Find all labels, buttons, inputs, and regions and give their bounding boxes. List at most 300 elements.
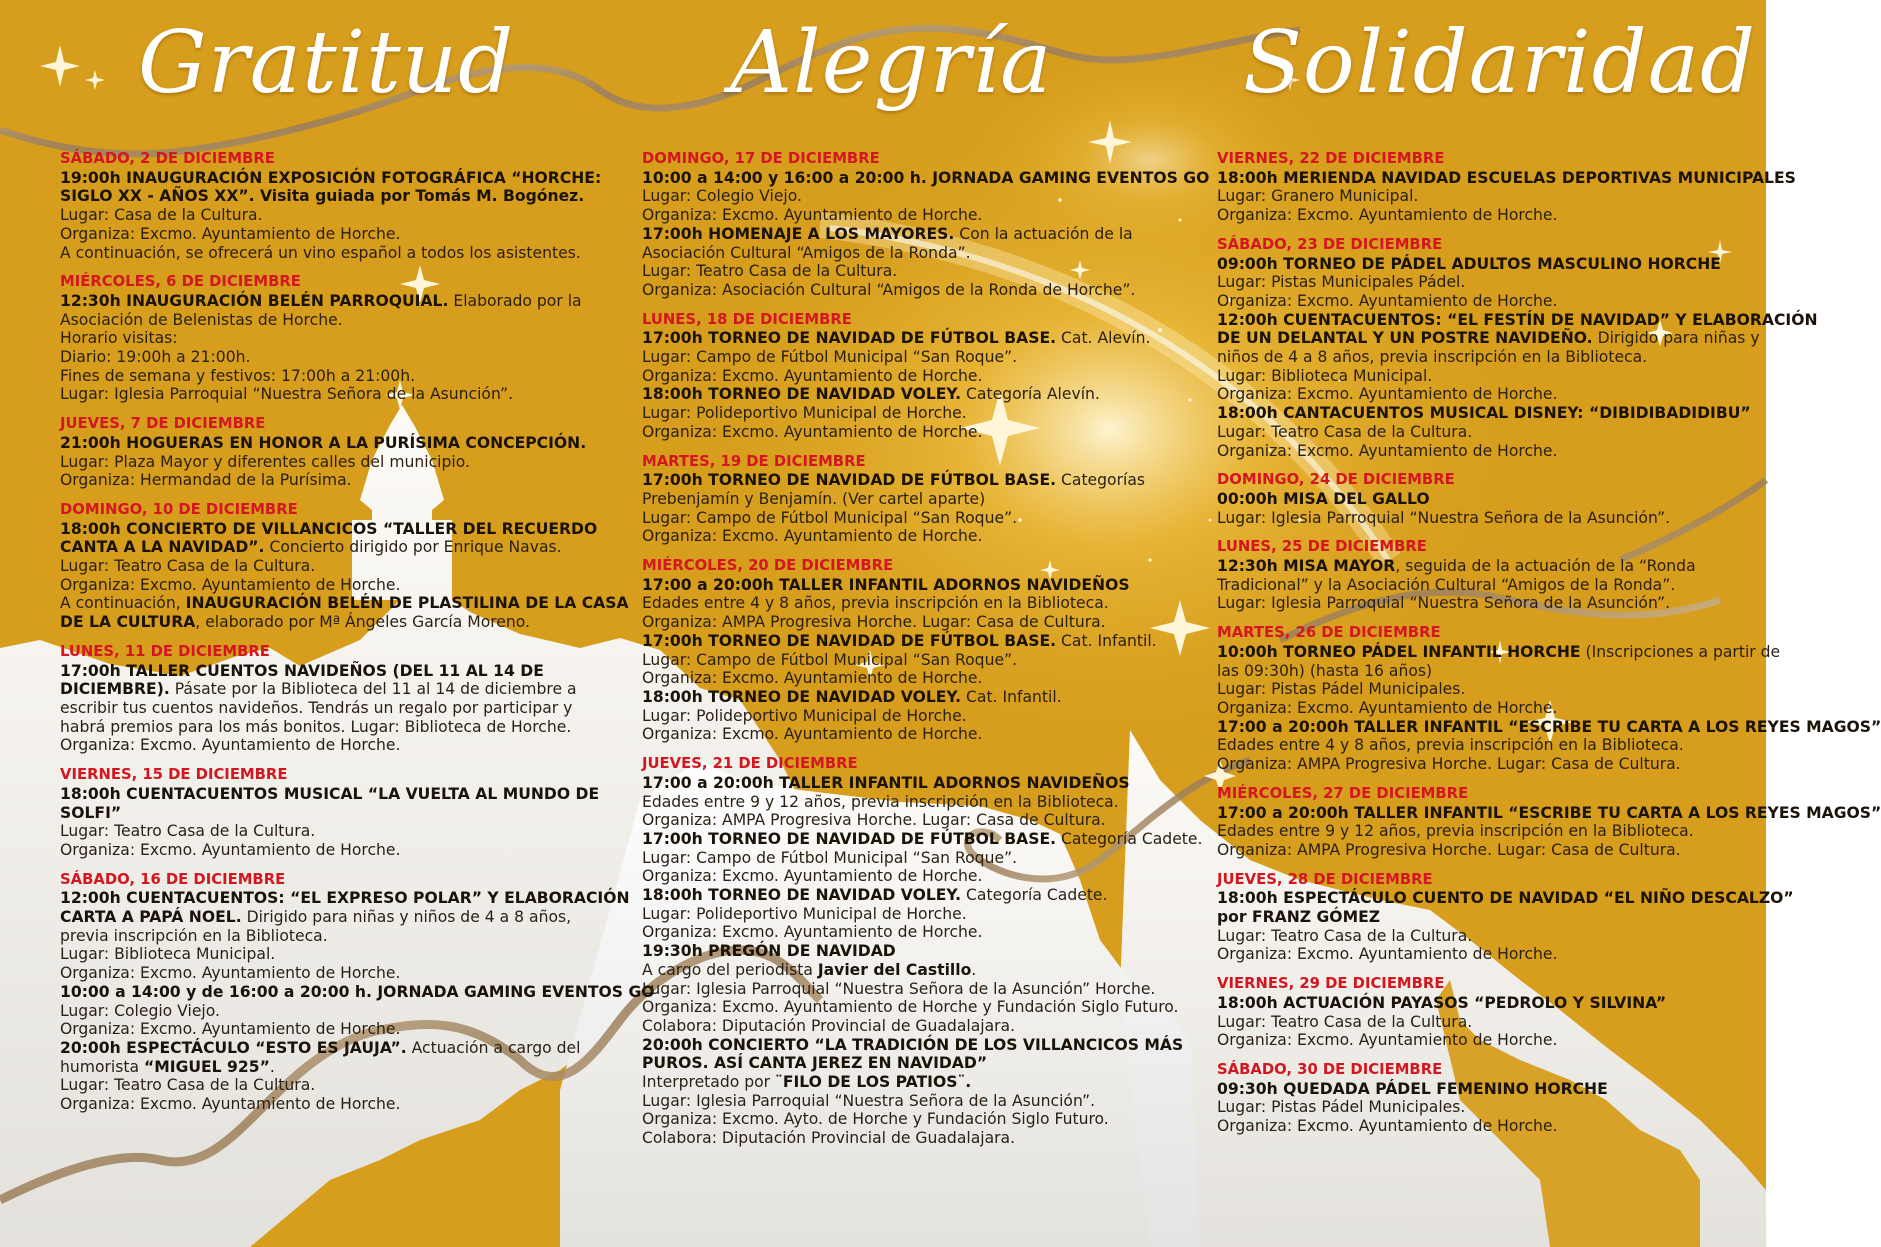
event-line [642,793,1142,812]
event-line [60,804,580,823]
event-text: Organiza: Excmo. Ayuntamiento de Horche y Fundación Siglo Futuro. [642,998,1179,1017]
event-line [1217,1013,1747,1032]
event-highlight-text: 12:00h CUENTACUENTOS: “EL EXPRESO POLAR” Y ELABORACIÓN [60,889,630,908]
event-line [1217,385,1747,404]
event-line [60,1039,580,1058]
event-line [60,244,580,263]
event-highlight-text: “MIGUEL 925” [144,1057,270,1076]
event-highlight-text: 18:00h ACTUACIÓN PAYASOS “PEDROLO Y SILVINA” [1217,993,1667,1012]
event-text: Cat. Infantil. [1056,631,1157,650]
event-highlight-text: DE UN DELANTAL Y UN POSTRE NAVIDEÑO. [1217,329,1593,348]
event-text: Lugar: Biblioteca Municipal. [60,945,276,964]
event-text: Concierto dirigido por Enrique Navas. [264,538,562,557]
event-text: Organiza: Excmo. Ayto. de Horche y Fundación Siglo Futuro. [642,1110,1109,1129]
event-text: Pásate por la Biblioteca del 11 al 14 de diciembre a [169,680,577,699]
event-line [60,433,587,453]
event-line [1217,187,1747,206]
event-text: Actuación a cargo del [406,1038,581,1057]
event-day-block [1217,870,1794,965]
event-text: Colabora: Diputación Provincial de Guadalajara. [642,1129,1016,1148]
event-text: Lugar: Polideportivo Municipal de Horche. [642,404,967,423]
event-day-block [1217,1061,1747,1136]
event-text: Edades entre 9 y 12 años, previa inscripción en la Biblioteca. [1217,822,1694,841]
column-1 [60,150,655,1125]
event-highlight-text: ¨FILO DE LOS PATIOS¨. [775,1073,972,1092]
event-line [1217,509,1747,528]
event-text: Categoría Cadete. [1056,829,1203,848]
event-line [1217,717,1881,737]
event-day-block [642,452,1146,547]
event-text: Organiza: Excmo. Ayuntamiento de Horche. [60,575,401,594]
title-gratitud: Gratitud [138,13,515,113]
event-line [642,998,1179,1017]
event-highlight-text: SIGLO XX - AÑOS XX”. Visita guiada por Tomás M. Bogónez. [60,187,585,206]
event-line [1217,367,1747,386]
event-highlight-text: 17:00h TORNEO DE NAVIDAD DE FÚTBOL BASE. [642,471,1057,490]
event-highlight-text: 18:00h CONCIERTO DE VILLANCICOS “TALLER DEL RECUERDO [60,519,598,538]
event-highlight-text: 12:00h CUENTACUENTOS: “EL FESTÍN DE NAVIDAD” Y ELABORACIÓN [1217,310,1818,329]
event-line [642,404,1142,423]
event-date-heading: VIERNES, 15 DE DICIEMBRE [60,766,288,784]
event-text: Organiza: Excmo. Ayuntamiento de Horche. [60,964,401,983]
event-text: A cargo del periodista [642,960,818,979]
event-text: Fines de semana y festivos: 17:00h a 21:00h. [60,366,416,385]
event-day-block [60,415,587,490]
column-3 [1217,150,1881,1147]
event-text: Lugar: Teatro Casa de la Cultura. [1217,422,1473,441]
event-day-block [1217,975,1747,1050]
event-date-heading: DOMINGO, 24 DE DICIEMBRE [1217,471,1455,489]
event-line [1217,168,1796,188]
event-highlight-text: 09:00h TORNEO DE PÁDEL ADULTOS MASCULINO HORCHE [1217,254,1721,273]
event-date-heading: JUEVES, 21 DE DICIEMBRE [642,755,858,773]
event-text: humorista [60,1057,144,1076]
event-highlight-text: 20:00h CONCIERTO “LA TRADICIÓN DE LOS VILLANCICOS MÁS [642,1035,1184,1054]
event-highlight-text: 18:00h TORNEO DE NAVIDAD VOLEY. [642,886,962,905]
event-line [642,811,1142,830]
event-text: Organiza: Excmo. Ayuntamiento de Horche. [1217,945,1558,964]
event-highlight-text: 17:00h TORNEO DE NAVIDAD DE FÚTBOL BASE. [642,631,1057,650]
title-alegria: Alegría [730,13,1053,113]
event-text: Lugar: Plaza Mayor y diferentes calles del municipio. [60,452,470,471]
event-line [1217,642,1781,662]
title-solidaridad: Solidaridad [1243,13,1757,113]
event-line [642,829,1203,849]
event-text: Organiza: AMPA Progresiva Horche. Lugar: Casa de Cultura. [1217,840,1681,859]
event-line [642,942,1142,961]
event-line [642,262,1142,281]
event-line [1217,1031,1747,1050]
event-line [1217,490,1747,509]
event-line [642,329,1151,348]
event-text: Tradicional” y la Asociación Cultural “Amigos de la Ronda”. [1217,575,1676,594]
event-line [60,594,629,613]
event-line [1217,927,1747,946]
event-highlight-text: 17:00 a 20:00h TALLER INFANTIL ADORNOS NAVIDEÑOS [642,575,1130,594]
event-text: Organiza: Excmo. Ayuntamiento de Horche. [642,923,983,942]
event-line [60,945,580,964]
event-text: Organiza: AMPA Progresiva Horche. Lugar: Casa de Cultura. [1217,755,1681,774]
event-line [1217,206,1747,225]
event-highlight-text: DE LA CULTURA [60,613,196,632]
event-text: Organiza: Asociación Cultural “Amigos de la Ronda de Horche”. [642,280,1136,299]
event-highlight-text: Javier del Castillo [817,960,972,979]
event-text: Lugar: Iglesia Parroquial “Nuestra Señora de la Asunción”. [1217,594,1671,613]
event-line [1217,822,1747,841]
event-date-heading: LUNES, 11 DE DICIEMBRE [60,642,270,660]
event-line [642,244,1142,263]
event-text: Lugar: Teatro Casa de la Cultura. [1217,1012,1473,1031]
event-line [642,1035,1184,1055]
event-text: Organiza: Excmo. Ayuntamiento de Horche. [1217,1117,1558,1136]
event-date-heading: MIÉRCOLES, 27 DE DICIEMBRE [1217,784,1469,802]
event-line [60,784,600,804]
event-line [642,1129,1142,1148]
event-day-block [1217,471,1747,527]
event-line [642,905,1142,924]
event-line [1217,662,1747,681]
event-line [642,849,1142,868]
event-text: . [971,960,977,979]
event-text: Organiza: Excmo. Ayuntamiento de Horche. [60,840,401,859]
event-highlight-text: SOLFI” [60,803,122,822]
event-text: Categoría Alevín. [961,385,1100,404]
event-line [1217,348,1747,367]
event-text: Lugar: Campo de Fútbol Municipal “San Roque”. [642,650,1018,669]
event-text: Organiza: Excmo. Ayuntamiento de Horche. [642,366,983,385]
event-text: Lugar: Pistas Municipales Pádel. [1217,273,1466,292]
event-date-heading: MARTES, 19 DE DICIEMBRE [642,452,866,470]
event-date-heading: SÁBADO, 30 DE DICIEMBRE [1217,1060,1443,1078]
event-text: Organiza: AMPA Progresiva Horche. Lugar: Casa de Cultura. [642,811,1106,830]
event-highlight-text: CARTA A PAPÁ NOEL. [60,908,242,927]
event-text: Lugar: Campo de Fútbol Municipal “San Roque”. [642,848,1018,867]
event-line [642,1073,1142,1092]
event-highlight-text: 19:00h INAUGURACIÓN EXPOSICIÓN FOTOGRÁFICA “HORCHE: [60,168,602,187]
event-text: Organiza: Excmo. Ayuntamiento de Horche. [1217,698,1558,717]
event-line [1217,680,1747,699]
event-text: , elaborado por Mª Ángeles García Moreno. [195,613,530,632]
event-text: Asociación de Belenistas de Horche. [60,310,343,329]
event-text: Diario: 19:00h a 21:00h. [60,348,251,367]
event-text: A continuación, [60,594,186,613]
event-line [1217,557,1747,576]
event-date-heading: SÁBADO, 16 DE DICIEMBRE [60,870,286,888]
event-line [1217,255,1747,274]
event-highlight-text: 21:00h HOGUERAS EN HONOR A LA PURÍSIMA CONCEPCIÓN. [60,433,587,452]
event-text: Lugar: Colegio Viejo. [642,187,802,206]
event-line [642,688,1142,707]
event-text: Lugar: Pistas Pádel Municipales. [1217,1098,1466,1117]
event-text: Cat. Infantil. [961,687,1062,706]
event-text: Asociación Cultural “Amigos de la Ronda”. [642,243,971,262]
event-text: Categoría Cadete. [961,886,1108,905]
event-day-block [642,557,1157,744]
event-line [642,423,1142,442]
event-line [60,225,580,244]
event-day-block [642,755,1203,1148]
event-line [1217,699,1747,718]
event-line [642,281,1142,300]
event-line [60,889,630,908]
event-day-block [642,310,1151,442]
event-day-block [60,766,600,860]
event-text: Horario visitas: [60,329,178,348]
event-line [60,699,580,718]
event-date-heading: DOMINGO, 10 DE DICIEMBRE [60,500,298,518]
event-text: las 09:30h) (hasta 16 años) [1217,661,1433,680]
event-text: Organiza: Excmo. Ayuntamiento de Horche. [1217,291,1558,310]
event-highlight-text: 10:00 a 14:00 y de 16:00 a 20:00 h. JORNADA GAMING EVENTOS GO [60,982,655,1001]
event-highlight-text: 18:00h MERIENDA NAVIDAD ESCUELAS DEPORTIVAS MUNICIPALES [1217,168,1796,187]
event-text: previa inscripción en la Biblioteca. [60,926,328,945]
event-text: Lugar: Iglesia Parroquial “Nuestra Señora de la Asunción”. [1217,508,1671,527]
event-highlight-text: 17:00h HOMENAJE A LOS MAYORES. [642,224,955,243]
event-line [60,292,580,311]
event-text: Lugar: Polideportivo Municipal de Horche. [642,706,967,725]
event-line [60,453,580,472]
event-day-block [60,870,655,1114]
event-line [60,471,580,490]
event-text: Colabora: Diputación Provincial de Guadalajara. [642,1016,1016,1035]
event-highlight-text: 17:00 a 20:00h TALLER INFANTIL “ESCRIBE TU CARTA A LOS REYES MAGOS” [1217,803,1881,822]
event-line [1217,1098,1747,1117]
event-highlight-text: 17:00h TORNEO DE NAVIDAD DE FÚTBOL BASE. [642,329,1057,348]
event-text: Lugar: Teatro Casa de la Cultura. [60,822,316,841]
event-line [60,385,580,404]
event-highlight-text: 17:00h TALLER CUENTOS NAVIDEÑOS (DEL 11 AL 14 DE [60,661,544,680]
event-line [642,651,1142,670]
column-2 [642,150,1210,1159]
event-line [60,908,580,927]
event-text: Interpretado por [642,1073,776,1092]
event-highlight-text: 00:00h MISA DEL GALLO [1217,489,1430,508]
event-day-block [1217,538,1747,613]
event-line [642,1054,1142,1073]
event-day-block [60,273,580,404]
event-highlight-text: 19:30h PREGÓN DE NAVIDAD [642,942,896,961]
event-line [642,1092,1142,1111]
event-day-block [60,643,580,755]
event-day-block [1217,150,1796,225]
event-date-heading: LUNES, 25 DE DICIEMBRE [1217,538,1427,556]
event-line [60,329,580,348]
event-line [60,348,580,367]
event-highlight-text: CANTA A LA NAVIDAD”. [60,538,265,557]
event-line [60,538,580,557]
event-line [642,594,1142,613]
event-text: Organiza: Excmo. Ayuntamiento de Horche. [60,1020,401,1039]
event-line [60,718,580,737]
event-line [642,490,1142,509]
event-line [642,527,1142,546]
event-text: Lugar: Campo de Fútbol Municipal “San Roque”. [642,508,1018,527]
event-line [1217,889,1794,908]
event-highlight-text: 10:00 a 14:00 y 16:00 a 20:00 h. JORNADA GAMING EVENTOS GO [642,168,1210,187]
event-line [1217,994,1747,1013]
event-text: Organiza: AMPA Progresiva Horche. Lugar: Casa de Cultura. [642,613,1106,632]
event-date-heading: JUEVES, 7 DE DICIEMBRE [60,415,266,433]
event-text: Organiza: Excmo. Ayuntamiento de Horche. [642,725,983,744]
event-date-heading: LUNES, 18 DE DICIEMBRE [642,310,852,328]
event-highlight-text: 12:30h INAUGURACIÓN BELÉN PARROQUIAL. [60,291,449,310]
event-text: Lugar: Iglesia Parroquial “Nuestra Señora de la Asunción”. [642,1091,1096,1110]
event-text: Lugar: Teatro Casa de la Cultura. [1217,926,1473,945]
event-text: Organiza: Excmo. Ayuntamiento de Horche. [1217,1031,1558,1050]
event-line [642,1017,1142,1036]
event-line [642,669,1142,688]
event-line [1217,310,1818,330]
event-line [60,187,585,206]
event-date-heading: MARTES, 26 DE DICIEMBRE [1217,624,1441,642]
event-line [60,557,580,576]
event-text: Lugar: Teatro Casa de la Cultura. [642,262,898,281]
event-text: Organiza: Excmo. Ayuntamiento de Horche. [642,527,983,546]
event-line [1217,404,1751,423]
event-date-heading: DOMINGO, 17 DE DICIEMBRE [642,150,880,167]
event-highlight-text: 18:00h TORNEO DE NAVIDAD VOLEY. [642,687,962,706]
event-line [1217,755,1747,774]
event-line [60,1076,580,1095]
event-line [642,631,1157,651]
event-highlight-text: 18:00h CANTACUENTOS MUSICAL DISNEY: “DIBIDIBADIDIBU” [1217,404,1751,423]
event-text: Dirigido para niñas y [1592,329,1760,348]
event-text: Edades entre 9 y 12 años, previa inscripción en la Biblioteca. [642,792,1119,811]
event-line [1217,1080,1747,1099]
event-line [60,367,580,386]
event-line [1217,329,1760,348]
event-highlight-text: 18:00h TORNEO DE NAVIDAD VOLEY. [642,385,962,404]
event-text: Edades entre 4 y 8 años, previa inscripción en la Biblioteca. [1217,736,1684,755]
event-line [1217,945,1747,964]
event-day-block [60,500,629,632]
event-line [60,206,580,225]
event-text: (Inscripciones a partir de [1580,642,1781,661]
event-line [60,841,580,860]
event-line [642,348,1142,367]
event-highlight-text: 10:00h TORNEO PÁDEL INFANTIL HORCHE [1217,642,1581,661]
event-day-block [1217,784,1881,860]
event-highlight-text: 20:00h ESPECTÁCULO “ESTO ES JAUJA”. [60,1038,407,1057]
event-line [60,1020,580,1039]
event-line [60,1058,580,1077]
event-line [60,982,655,1002]
event-line [642,707,1142,726]
event-text: Organiza: Excmo. Ayuntamiento de Horche. [642,867,983,886]
event-line [1217,908,1747,927]
event-text: Organiza: Excmo. Ayuntamiento de Horche. [1217,206,1558,225]
event-highlight-text: 09:30h QUEDADA PÁDEL FEMENINO HORCHE [1217,1079,1608,1098]
event-line [642,225,1142,244]
event-text: A continuación, se ofrecerá un vino español a todos los asistentes. [60,243,581,262]
event-line [642,576,1142,595]
event-line [642,774,1142,793]
event-highlight-text: 17:00h TORNEO DE NAVIDAD DE FÚTBOL BASE. [642,829,1057,848]
event-line [1217,1117,1747,1136]
event-line [642,979,1156,999]
event-line [642,168,1210,188]
event-text: Organiza: Excmo. Ayuntamiento de Horche. [642,669,983,688]
event-text: Con la actuación de la [954,224,1133,243]
event-date-heading: MIÉRCOLES, 20 DE DICIEMBRE [642,557,894,575]
event-line [1217,576,1747,595]
event-highlight-text: 18:00h ESPECTÁCULO CUENTO DE NAVIDAD “EL NIÑO DESCALZO” [1217,889,1794,908]
event-date-heading: MIÉRCOLES, 6 DE DICIEMBRE [60,273,301,291]
event-line [642,206,1142,225]
event-highlight-text: 18:00h CUENTACUENTOS MUSICAL “LA VUELTA AL MUNDO DE [60,784,600,803]
event-date-heading: VIERNES, 29 DE DICIEMBRE [1217,975,1445,993]
event-line [60,613,580,632]
event-text: Lugar: Iglesia Parroquial “Nuestra Señora de la Asunción” Horche. [642,979,1156,998]
event-highlight-text: INAUGURACIÓN BELÉN DE PLASTILINA DE LA CASA [185,594,629,613]
event-text: , seguida de la actuación de la “Ronda [1395,557,1696,576]
event-text: Lugar: Teatro Casa de la Cultura. [60,1076,316,1095]
event-text: Lugar: Campo de Fútbol Municipal “San Roque”. [642,348,1018,367]
event-text: . [269,1057,275,1076]
event-date-heading: VIERNES, 22 DE DICIEMBRE [1217,150,1445,167]
event-text: Organiza: Excmo. Ayuntamiento de Horche. [60,736,401,755]
event-text: Prebenjamín y Benjamín. (Ver cartel aparte) [642,489,986,508]
event-text: Lugar: Teatro Casa de la Cultura. [60,557,316,576]
event-text: Elaborado por la [448,291,582,310]
event-date-heading: SÁBADO, 23 DE DICIEMBRE [1217,235,1443,253]
event-line [642,187,1142,206]
event-text: Organiza: Excmo. Ayuntamiento de Horche. [642,422,983,441]
event-date-heading: JUEVES, 28 DE DICIEMBRE [1217,870,1433,888]
event-line [642,886,1142,905]
event-day-block [60,150,602,262]
event-text: Lugar: Polideportivo Municipal de Horche. [642,904,967,923]
event-text: Cat. Alevín. [1056,329,1151,348]
event-text: Lugar: Pistas Pádel Municipales. [1217,680,1466,699]
event-text: Organiza: Excmo. Ayuntamiento de Horche. [60,1095,401,1114]
event-day-block [642,150,1210,300]
event-line [60,168,602,188]
event-text: Organiza: Hermandad de la Purísima. [60,471,352,490]
event-line [1217,594,1747,613]
event-highlight-text: PUROS. ASÍ CANTA JEREZ EN NAVIDAD” [642,1054,988,1073]
event-line [642,725,1142,744]
event-text: Categorías [1056,471,1146,490]
event-line [1217,442,1747,461]
event-line [1217,423,1747,442]
event-line [1217,841,1747,860]
event-highlight-text: DICIEMBRE). [60,680,170,699]
event-text: Lugar: Colegio Viejo. [60,1001,220,1020]
event-text: Edades entre 4 y 8 años, previa inscripción en la Biblioteca. [642,594,1109,613]
event-text: habrá premios para los más bonitos. Lugar: Biblioteca de Horche. [60,717,572,736]
event-line [60,576,580,595]
event-line [60,1002,580,1021]
event-text: Lugar: Iglesia Parroquial “Nuestra Señora de la Asunción”. [60,385,514,404]
event-text: Organiza: Excmo. Ayuntamiento de Horche. [60,224,401,243]
event-date-heading: SÁBADO, 2 DE DICIEMBRE [60,150,275,167]
event-text: Organiza: Excmo. Ayuntamiento de Horche. [1217,385,1558,404]
event-text: escribir tus cuentos navideños. Tendrás un regalo por participar y [60,698,573,717]
event-day-block [1217,624,1881,774]
event-highlight-text: 17:00 a 20:00h TALLER INFANTIL “ESCRIBE TU CARTA A LOS REYES MAGOS” [1217,717,1881,736]
event-text: Lugar: Biblioteca Municipal. [1217,366,1433,385]
event-line [60,680,580,699]
event-line [1217,292,1747,311]
event-line [60,964,580,983]
event-line [642,613,1142,632]
event-text: Organiza: Excmo. Ayuntamiento de Horche. [1217,441,1558,460]
event-line [60,519,598,539]
event-highlight-text: 12:30h MISA MAYOR [1217,557,1396,576]
event-line [60,311,580,330]
event-line [642,509,1142,528]
